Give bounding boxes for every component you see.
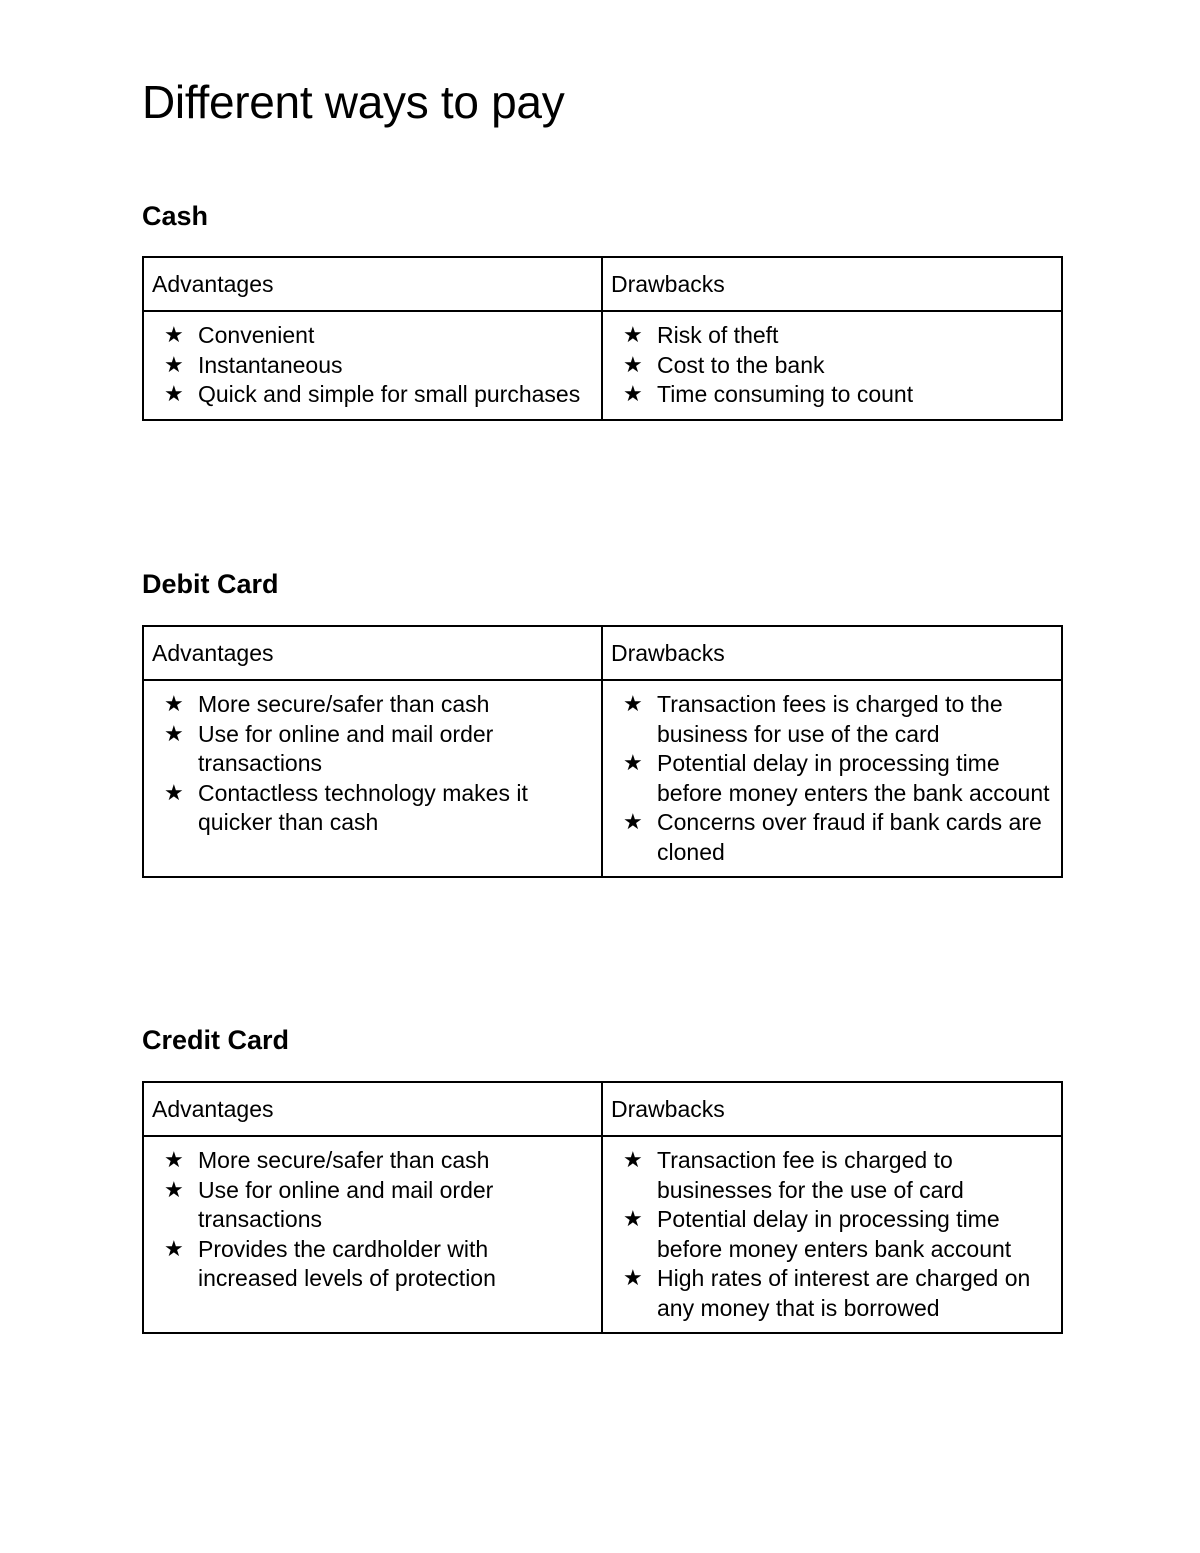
- list-item-text: More secure/safer than cash: [198, 691, 490, 717]
- list-item-text: Use for online and mail order transactions: [198, 1176, 494, 1232]
- list-item-text: More secure/safer than cash: [198, 1147, 490, 1173]
- list-item-text: Potential delay in processing time before money enters bank account: [657, 1206, 1012, 1262]
- drawbacks-cell: [602, 680, 1062, 877]
- star-icon: ★: [623, 1148, 643, 1173]
- advantages-header: Advantages: [143, 257, 602, 311]
- list-item: [164, 690, 593, 720]
- credit-card-table: [142, 1081, 1063, 1334]
- table-row: [143, 311, 1062, 420]
- drawbacks-cell: [602, 1136, 1062, 1333]
- advantages-list: [164, 1146, 593, 1294]
- advantages-cell: [143, 1136, 602, 1333]
- list-item-text: Potential delay in processing time before money enters the bank account: [657, 750, 1050, 806]
- advantages-list: [164, 690, 593, 838]
- table-header-row: [143, 1082, 1062, 1136]
- list-item: [623, 808, 1053, 867]
- list-item: [164, 779, 593, 838]
- list-item: [164, 380, 593, 410]
- list-item-text: High rates of interest are charged on any money that is borrowed: [657, 1265, 1031, 1321]
- star-icon: ★: [164, 780, 184, 806]
- list-item: [623, 380, 1053, 410]
- list-item-text: Transaction fees is charged to the business for use of the card: [657, 691, 1003, 747]
- drawbacks-cell: [602, 311, 1062, 420]
- list-item: [164, 1176, 593, 1235]
- drawbacks-header: Drawbacks: [602, 257, 1062, 311]
- list-item: [623, 321, 1053, 351]
- list-item-text: Time consuming to count: [657, 381, 914, 407]
- list-item: [623, 749, 1053, 808]
- drawbacks-header: Drawbacks: [602, 626, 1062, 680]
- list-item-text: Instantaneous: [198, 351, 343, 378]
- star-icon: ★: [623, 751, 643, 776]
- star-icon: ★: [623, 1207, 643, 1232]
- star-icon: ★: [164, 692, 184, 717]
- table-header-row: [143, 626, 1062, 680]
- cash-table: [142, 256, 1063, 421]
- star-icon: ★: [623, 692, 643, 717]
- star-icon: ★: [164, 323, 184, 348]
- list-item-text: Risk of theft: [657, 322, 779, 348]
- table-header-row: [143, 257, 1062, 311]
- star-icon: ★: [164, 1177, 184, 1203]
- list-item-text: Concerns over fraud if bank cards are cloned: [657, 809, 1042, 865]
- star-icon: ★: [164, 352, 184, 378]
- debit-card-table: [142, 625, 1063, 878]
- list-item: [623, 1264, 1053, 1323]
- drawbacks-list: [623, 690, 1053, 867]
- star-icon: ★: [623, 1266, 643, 1291]
- list-item-text: Convenient: [198, 322, 315, 348]
- drawbacks-header: Drawbacks: [602, 1082, 1062, 1136]
- advantages-list: [164, 321, 593, 410]
- list-item-text: Contactless technology makes it quicker than cash: [198, 779, 528, 835]
- list-item-text: Quick and simple for small purchases: [198, 381, 581, 407]
- list-item: [164, 351, 593, 381]
- list-item: [623, 1146, 1053, 1205]
- drawbacks-list: [623, 321, 1053, 410]
- advantages-header: Advantages: [143, 1082, 602, 1136]
- list-item: [164, 720, 593, 779]
- list-item: [623, 1205, 1053, 1264]
- list-item: [164, 1146, 593, 1176]
- list-item: [623, 351, 1053, 381]
- section-heading-cash: Cash: [142, 201, 209, 231]
- list-item-text: Provides the cardholder with increased levels of protection: [198, 1235, 496, 1291]
- advantages-header: Advantages: [143, 626, 602, 680]
- star-icon: ★: [164, 1236, 184, 1262]
- list-item-text: Use for online and mail order transactions: [198, 720, 494, 776]
- section-heading-credit-card: Credit Card: [142, 1025, 290, 1055]
- star-icon: ★: [623, 382, 643, 407]
- star-icon: ★: [623, 323, 643, 348]
- advantages-cell: [143, 680, 602, 877]
- drawbacks-list: [623, 1146, 1053, 1323]
- list-item: [164, 1235, 593, 1294]
- star-icon: ★: [164, 721, 184, 747]
- table-row: [143, 1136, 1062, 1333]
- section-heading-debit-card: Debit Card: [142, 569, 279, 599]
- list-item: [623, 690, 1053, 749]
- list-item: [164, 321, 593, 351]
- star-icon: ★: [623, 352, 643, 378]
- page-title: Different ways to pay: [142, 76, 565, 128]
- table-row: [143, 680, 1062, 877]
- star-icon: ★: [623, 810, 643, 835]
- list-item-text: Transaction fee is charged to businesses for the use of card: [657, 1147, 964, 1203]
- advantages-cell: [143, 311, 602, 420]
- star-icon: ★: [164, 1148, 184, 1173]
- list-item-text: Cost to the bank: [657, 351, 825, 378]
- star-icon: ★: [164, 382, 184, 407]
